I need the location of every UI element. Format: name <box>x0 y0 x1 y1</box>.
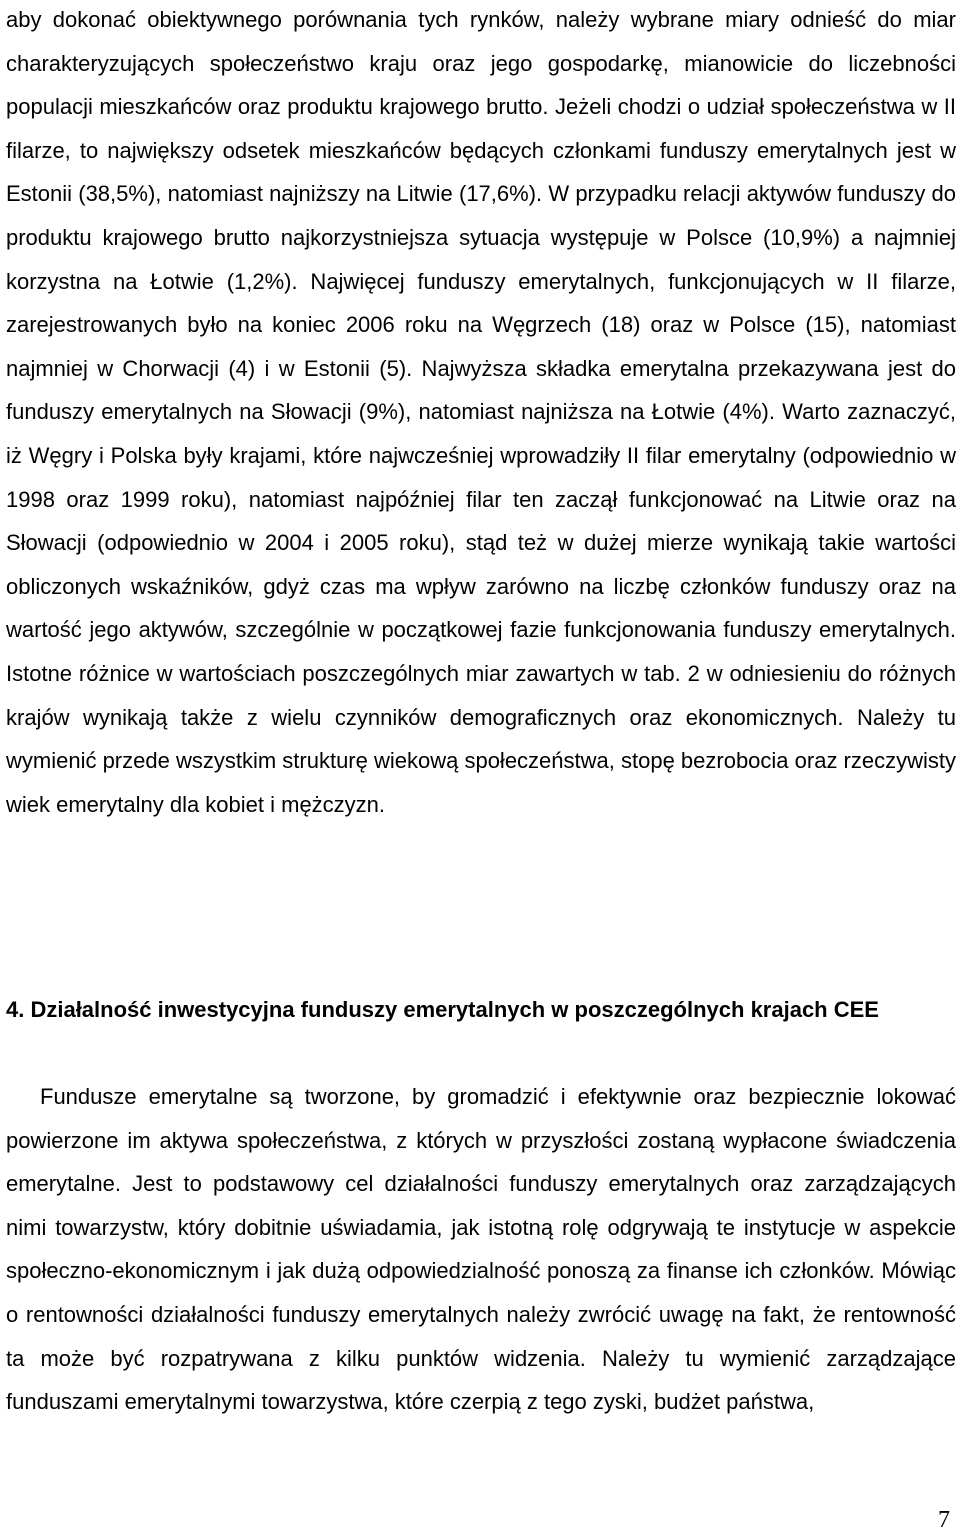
page-number: 7 <box>938 1507 950 1533</box>
body-paragraph-2: Fundusze emerytalne są tworzone, by gromadzić i efektywnie oraz bezpiecznie lokować powierzone im aktywa społeczeństwa, z których w przyszłości zostaną wypłacone świadczenia emerytalne. Jest to podstawowy cel działalności funduszy emerytalnych oraz zarządzających nimi towarzystw, który dobitnie uświadamia, jak istotną rolę odgrywają te instytucje w aspekcie społeczno-ekonomicznym i jak dużą odpowiedzialność ponoszą za finanse ich członków. Mówiąc o rentowności działalności funduszy emerytalnych należy zwrócić uwagę na fakt, że rentowność ta może być rozpatrywana z kilku punktów widzenia. Należy tu wymienić zarządzające funduszami emerytalnymi towarzystwa, które czerpią z tego zyski, budżet państwa, <box>6 1084 956 1415</box>
section-heading: 4. Działalność inwestycyjna funduszy emerytalnych w poszczególnych krajach CEE <box>6 997 879 1022</box>
body-paragraph-1: aby dokonać obiektywnego porównania tych rynków, należy wybrane miary odnieść do miar charakteryzujących społeczeństwo kraju oraz jego gospodarkę, mianowicie do liczebności populacji mieszkańców oraz produktu krajowego brutto. Jeżeli chodzi o udział społeczeństwa w II filarze, to największy odsetek mieszkańców będących członkami funduszy emerytalnych jest w Estonii (38,5%), natomiast najniższy na Litwie (17,6%). W przypadku relacji aktywów funduszy do produktu krajowego brutto najkorzystniejsza sytuacja występuje w Polsce (10,9%) a najmniej korzystna na Łotwie (1,2%). Najwięcej funduszy emerytalnych, funkcjonujących w II filarze, zarejestrowanych było na koniec 2006 roku na Węgrzech (18) oraz w Polsce (15), natomiast najmniej w Chorwacji (4) i w Estonii (5). Najwyższa składka emerytalna przekazywana jest do funduszy emerytalnych na Słowacji (9%), natomiast najniższa na Łotwie (4%). Warto zaznaczyć, iż Węgry i Polska były krajami, które najwcześniej wprowadziły II filar emerytalny (odpowiednio w 1998 oraz 1999 roku), natomiast najpóźniej filar ten zaczął funkcjonować na Litwie oraz na Słowacji (odpowiednio w 2004 i 2005 roku), stąd też w dużej mierze wynikają takie wartości obliczonych wskaźników, gdyż czas ma wpływ zarówno na liczbę członków funduszy oraz na wartość jego aktywów, szczególnie w początkowej fazie funkcjonowania funduszy emerytalnych. Istotne różnice w wartościach poszczególnych miar zawartych w tab. 2 w odniesieniu do różnych krajów wynikają także z wielu czynników demograficznych oraz ekonomicznych. Należy tu wymienić przede wszystkim strukturę wiekową społeczeństwa, stopę bezrobocia oraz rzeczywisty wiek emerytalny dla kobiet i mężczyzn. <box>6 7 957 817</box>
